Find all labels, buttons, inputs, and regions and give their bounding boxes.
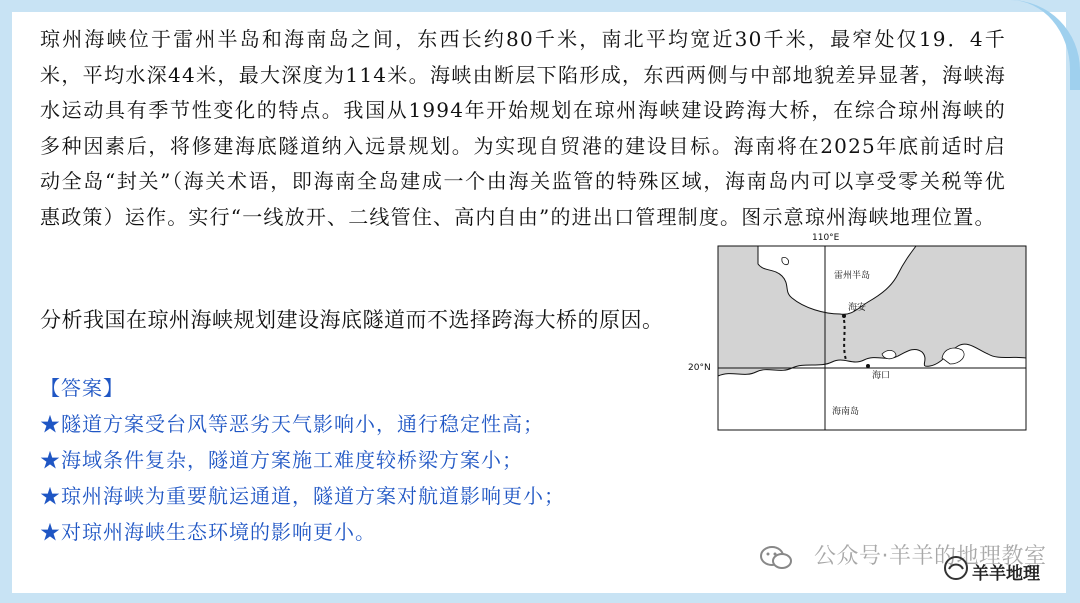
watermark-text: 公众号·羊羊的地理教室 <box>814 544 1047 569</box>
watermark <box>760 537 1050 587</box>
wechat-icon <box>760 545 792 571</box>
brand-logo-icon <box>943 555 969 581</box>
frame-top <box>0 0 1080 12</box>
question-text: 分析我国在琼州海峡规划建设海底隧道而不选择跨海大桥的原因。 <box>40 308 664 332</box>
strait-map <box>688 228 1032 436</box>
haikou-dot <box>866 364 870 368</box>
frame-right <box>1066 0 1080 603</box>
frame-bottom <box>0 593 1080 603</box>
hainan-label: 海南岛 <box>832 407 860 417</box>
answer-item: ★海域条件复杂，隧道方案施工难度较桥梁方案小； <box>40 448 523 472</box>
answer-item: ★隧道方案受台风等恶劣天气影响小，通行稳定性高； <box>40 412 544 436</box>
latitude-label: 20°N <box>688 363 711 373</box>
haian-dot <box>842 314 846 318</box>
answer-item: ★对琼州海峡生态环境的影响更小。 <box>40 520 376 544</box>
leizhou-label: 雷州半岛 <box>834 271 871 281</box>
answer-heading: 【答案】 <box>40 376 124 400</box>
frame-left <box>0 0 12 603</box>
passage-text: 琼州海峡位于雷州半岛和海南岛之间，东西长约80千米，南北平均宽近30千米，最窄处仅19．4千米，平均水深44米，最大深度为114米。海峡由断层下陷形成，东西两侧与中部地貌差异显著，海峡海水运动具有季节性变化的特点。我国从1994年开始规划在琼州海峡建设跨海大桥，在综合琼州海峡的多种因素后，将修建海底隧道纳入远景规划。为实现自贸港的建设目标。海南将在2025年底前适时启动全岛“封关”（海关术语，即海南全岛建成一个由海关监管的特殊区域，海南岛内可以享受零关税等优惠政策）运作。实行“一线放开、二线管住、高内自由”的进出口管理制度。图示意琼州海峡地理位置。 <box>40 27 1006 229</box>
answer-item: ★琼州海峡为重要航运通道，隧道方案对航道影响更小； <box>40 484 565 508</box>
longitude-label: 110°E <box>812 233 840 243</box>
watermark-brand: 羊羊地理 <box>972 564 1040 584</box>
haikou-label: 海口 <box>872 371 891 381</box>
answer-block <box>40 370 680 550</box>
haian-label: 海安 <box>848 303 867 313</box>
